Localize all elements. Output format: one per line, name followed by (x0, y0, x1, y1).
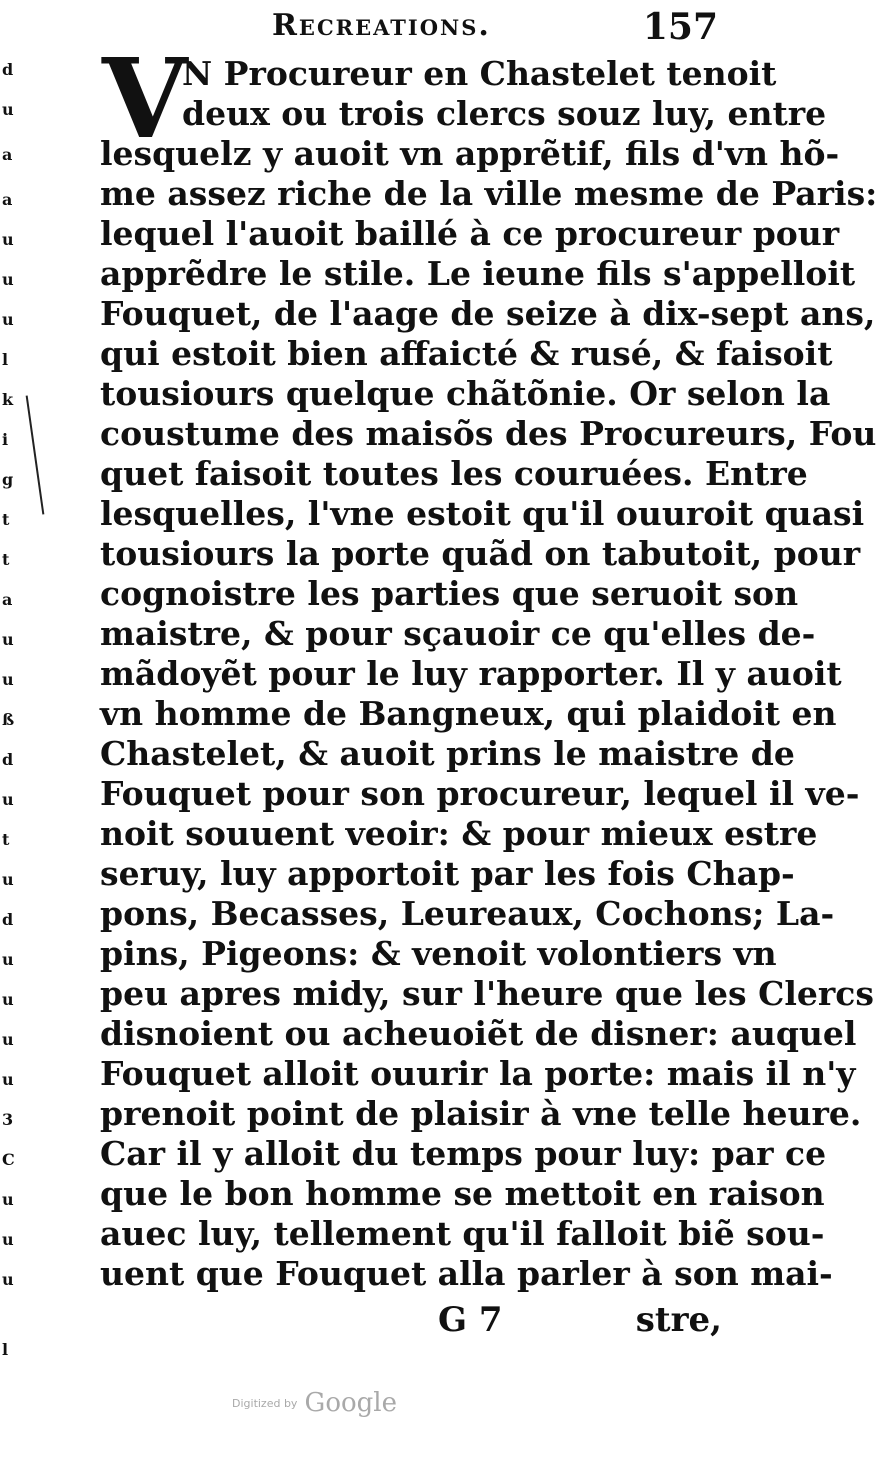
text-line: mãdoyẽt pour le luy rapporter. Il y auoit (100, 654, 842, 693)
text-line: pins, Pigeons: & venoit volontiers vn (100, 934, 777, 973)
text-line: tousiours la porte quãd on tabutoit, pour (100, 534, 861, 573)
margin-fragment: t (2, 550, 10, 569)
text-line: Car il y alloit du temps pour luy: par ce (100, 1134, 827, 1173)
watermark-prefix: Digitized by (232, 1396, 298, 1410)
margin-fragment: a (2, 145, 13, 164)
margin-fragment: u (2, 270, 14, 289)
margin-fragment: a (2, 190, 13, 209)
margin-fragment: u (2, 230, 14, 249)
margin-fragment: u (2, 1070, 14, 1089)
margin-fragment: C (2, 1150, 15, 1169)
digitization-watermark (232, 1388, 397, 1418)
page-number: 157 (642, 6, 718, 48)
watermark-brand: Google (304, 1388, 397, 1418)
text-line: Fouquet, de l'aage de seize à dix-sept ans, (100, 294, 876, 333)
text-line: deux ou trois clercs souz luy, entre (182, 94, 827, 133)
margin-fragment: u (2, 630, 14, 649)
margin-fragment: i (2, 430, 9, 449)
text-line: uent que Fouquet alla parler à son mai- (100, 1254, 833, 1293)
signature-mark: G 7 (438, 1300, 503, 1340)
text-line: que le bon homme se mettoit en raison (100, 1174, 825, 1213)
margin-fragment: u (2, 870, 14, 889)
text-line: N Procureur en Chastelet tenoit (182, 54, 777, 93)
margin-fragment: u (2, 1270, 14, 1289)
text-line: noit souuent veoir: & pour mieux estre (100, 814, 818, 853)
margin-fragment: ß (2, 710, 15, 729)
margin-fragment: d (2, 750, 14, 769)
margin-fragment: l (2, 1340, 9, 1359)
margin-fragment: u (2, 1190, 14, 1209)
margin-fragment: l (2, 350, 9, 369)
text-line: coustume des maisõs des Procureurs, Fou (100, 414, 877, 453)
left-margin-bleed (0, 30, 26, 1450)
text-line: Fouquet alloit ouurir la porte: mais il n'y (100, 1054, 856, 1093)
margin-fragment: u (2, 670, 14, 689)
running-title: Recreations. (272, 8, 491, 43)
text-line: qui estoit bien affaicté & rusé, & faisoit (100, 334, 833, 373)
text-line: seruy, luy apportoit par les fois Chap- (100, 854, 795, 893)
text-line: quet faisoit toutes les couruées. Entre (100, 454, 808, 493)
margin-fragment: u (2, 950, 14, 969)
margin-fragment: u (2, 310, 14, 329)
margin-fragment: d (2, 910, 14, 929)
text-line: vn homme de Bangneux, qui plaidoit en (100, 694, 837, 733)
margin-fragment: u (2, 790, 14, 809)
margin-fragment: t (2, 510, 10, 529)
margin-fragment: u (2, 100, 14, 119)
page-header (272, 6, 732, 46)
text-line: pons, Becasses, Leureaux, Cochons; La- (100, 894, 835, 933)
text-line: Chastelet, & auoit prins le maistre de (100, 734, 795, 773)
margin-fragment: d (2, 60, 14, 79)
text-line: cognoistre les parties que seruoit son (100, 574, 799, 613)
margin-fragment: u (2, 1030, 14, 1049)
text-line: peu apres midy, sur l'heure que les Clercs (100, 974, 874, 1013)
text-line: lesquelz y auoit vn apprẽtif, fils d'vn hõ- (100, 134, 840, 173)
text-line: prenoit point de plaisir à vne telle heure. (100, 1094, 862, 1133)
text-line: tousiours quelque chãtõnie. Or selon la (100, 374, 831, 413)
margin-fragment: g (2, 470, 14, 489)
text-line: auec luy, tellement qu'il falloit biẽ sou- (100, 1214, 825, 1253)
page-footer (100, 1300, 730, 1340)
text-line: me assez riche de la ville mesme de Paris: (100, 174, 877, 213)
margin-fragment: t (2, 830, 10, 849)
drop-cap-initial: V (102, 34, 188, 163)
margin-fragment: u (2, 1230, 14, 1249)
margin-fragment: k (2, 390, 14, 409)
text-line: Fouquet pour son procureur, lequel il ve- (100, 774, 860, 813)
text-line: maistre, & pour sçauoir ce qu'elles de- (100, 614, 816, 653)
text-line: lequel l'auoit baillé à ce procureur pour (100, 214, 840, 253)
margin-stroke (26, 395, 45, 514)
text-line: disnoient ou acheuoiẽt de disner: auquel (100, 1014, 857, 1053)
margin-fragment: a (2, 590, 13, 609)
text-line: lesquelles, l'vne estoit qu'il ouuroit quasi (100, 494, 865, 533)
margin-fragment: 3 (2, 1110, 14, 1129)
margin-fragment: u (2, 990, 14, 1009)
text-line: apprẽdre le stile. Le ieune fils s'appelloit (100, 254, 856, 293)
catchword: stre, (635, 1300, 722, 1340)
